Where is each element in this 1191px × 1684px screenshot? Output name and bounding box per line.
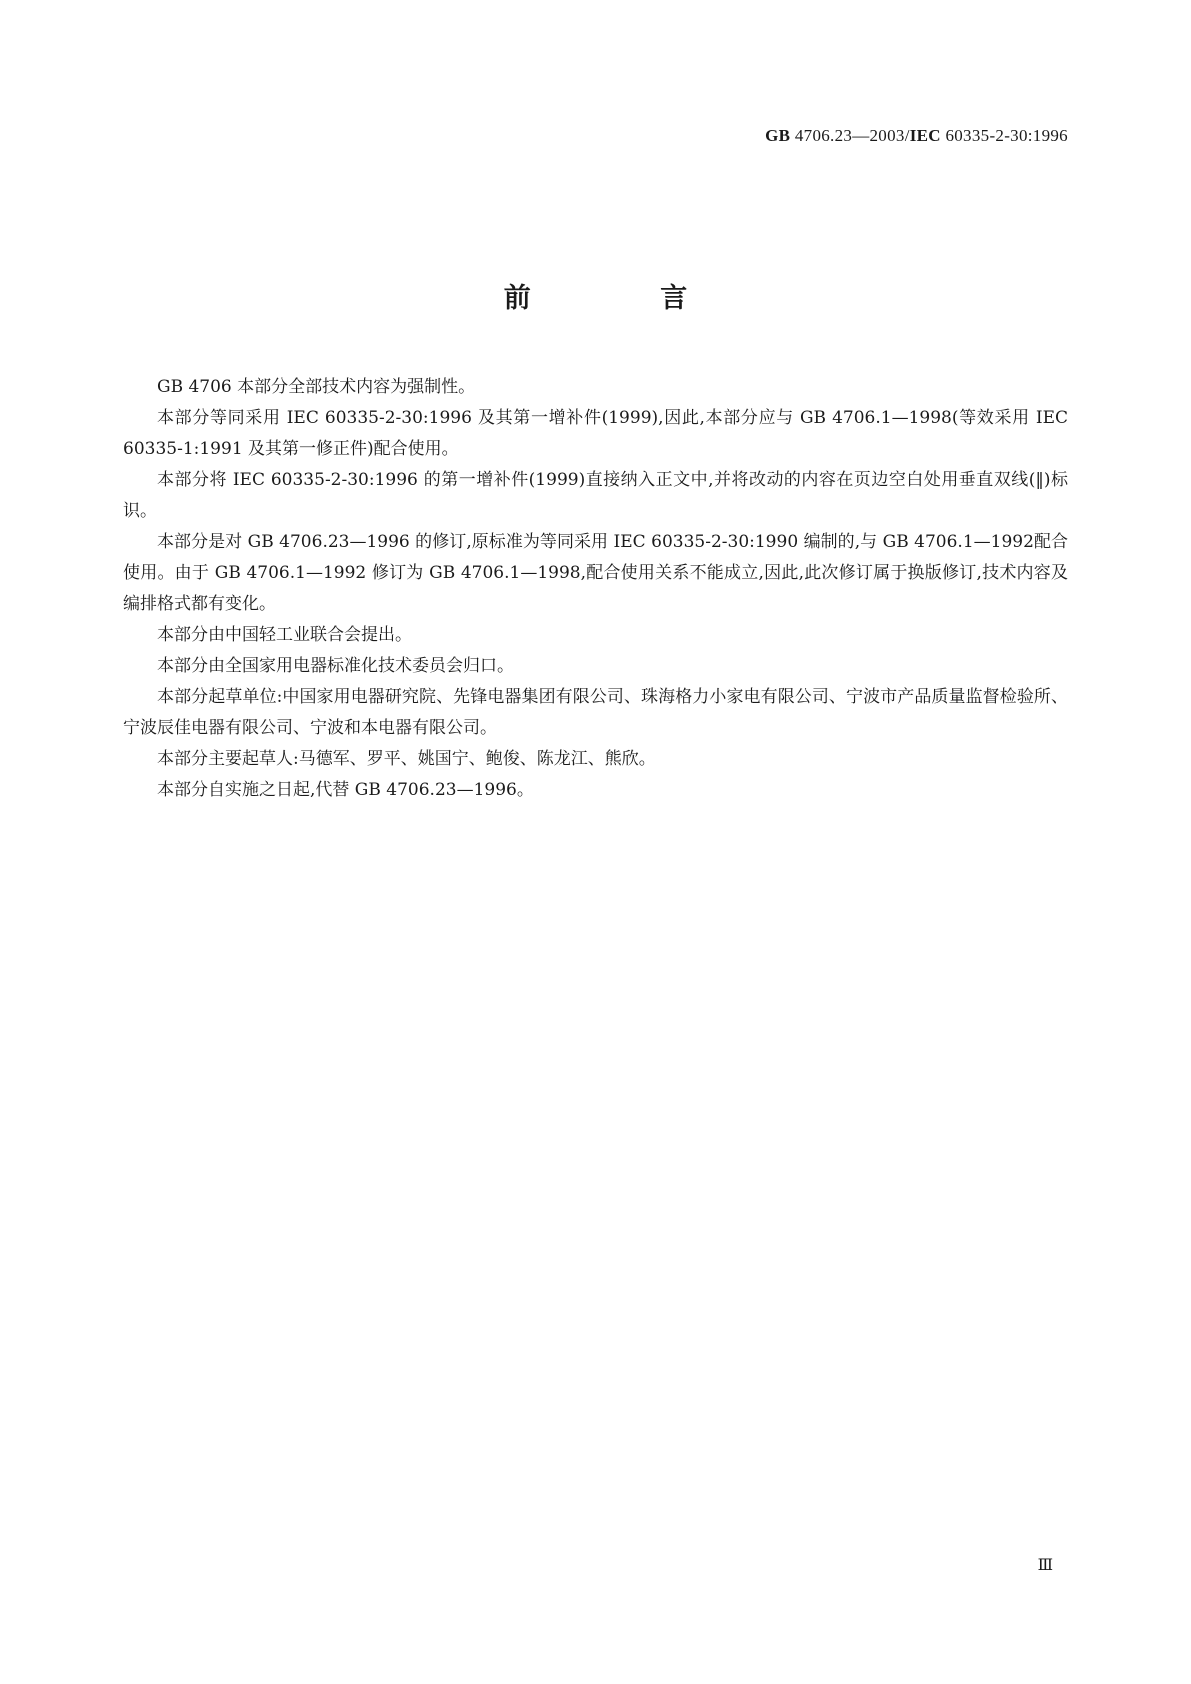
page-title: 前 言 xyxy=(503,283,748,314)
paragraph-committee: 本部分由全国家用电器标准化技术委员会归口。 xyxy=(157,656,514,676)
foreword-body xyxy=(123,372,1068,806)
paragraph-adoption: 本部分等同采用 IEC 60335-2-30:1996 及其第一增补件(1999),因此,本部分应与 GB 4706.1—1998(等效采用 IEC 60335-1:1991 及其第一修正件)配合使用。 xyxy=(123,408,1068,459)
paragraph-mandatory: GB 4706 本部分全部技术内容为强制性。 xyxy=(157,377,476,397)
paragraph-replaces: 本部分自实施之日起,代替 GB 4706.23—1996。 xyxy=(157,780,534,800)
code-number: 4706.23—2003/ xyxy=(790,126,910,145)
standard-code-header xyxy=(765,126,1068,146)
code-iec-number: 60335-2-30:1996 xyxy=(940,126,1068,145)
paragraph-drafting-units: 本部分起草单位:中国家用电器研究院、先锋电器集团有限公司、珠海格力小家电有限公司、宁波市产品质量监督检验所、宁波辰佳电器有限公司、宁波和本电器有限公司。 xyxy=(123,687,1068,738)
paragraph-drafters: 本部分主要起草人:马德军、罗平、姚国宁、鲍俊、陈龙江、熊欣。 xyxy=(157,749,656,769)
page-number: Ⅲ xyxy=(1037,1557,1053,1574)
code-iec: IEC xyxy=(909,126,941,145)
paragraph-proposer: 本部分由中国轻工业联合会提出。 xyxy=(157,625,412,645)
paragraph-revision: 本部分是对 GB 4706.23—1996 的修订,原标准为等同采用 IEC 60335-2-30:1990 编制的,与 GB 4706.1—1992配合使用。由于 GB 4706.1—1992 修订为 GB 4706.1—1998,配合使用关系不能成立,因此,此次修订属于换版修订,技术内容及编排格式都有变化。 xyxy=(123,532,1068,614)
paragraph-amendment: 本部分将 IEC 60335-2-30:1996 的第一增补件(1999)直接纳入正文中,并将改动的内容在页边空白处用垂直双线(‖)标识。 xyxy=(123,470,1068,521)
code-prefix: GB xyxy=(765,126,791,145)
